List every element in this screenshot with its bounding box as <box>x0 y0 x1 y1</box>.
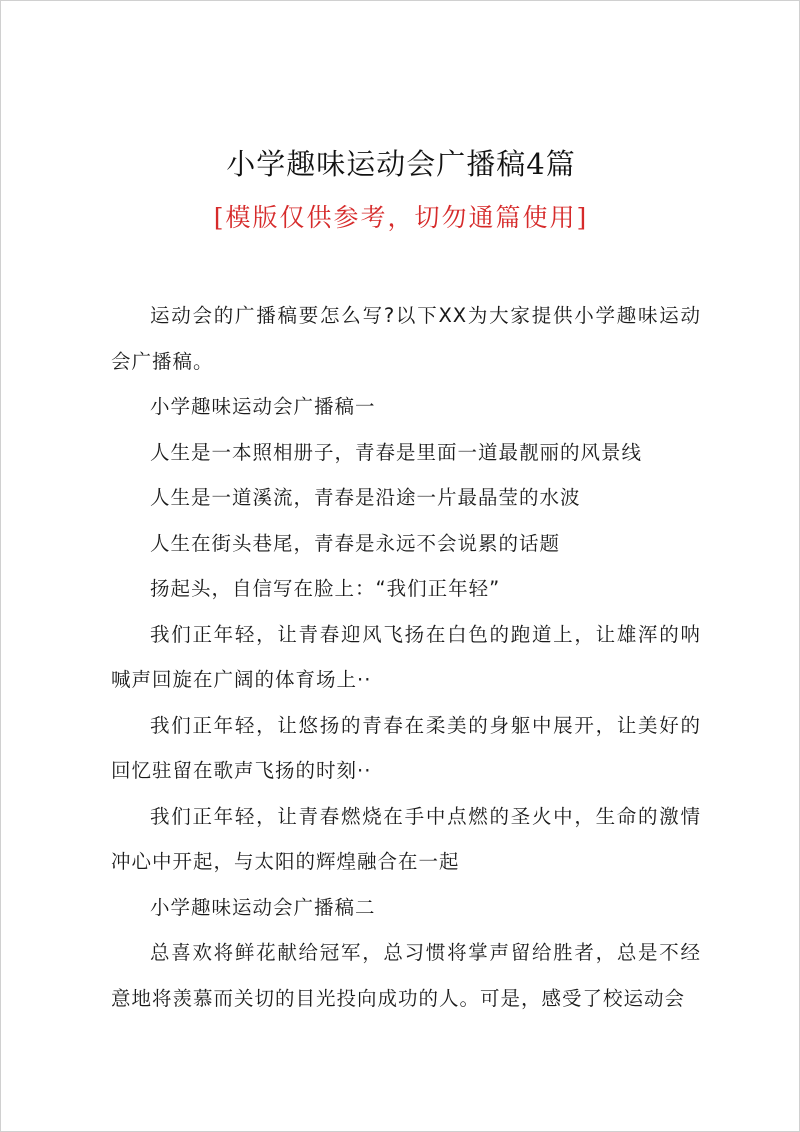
paragraph: 我们正年轻，让悠扬的青春在柔美的身躯中展开，让美好的回忆驻留在歌声飞扬的时刻·· <box>111 713 701 782</box>
paragraph: 我们正年轻，让青春燃烧在手中点燃的圣火中，生命的激情冲心中开起，与太阳的辉煌融合在一起 <box>111 804 701 873</box>
paragraph: 运动会的广播稿要怎么写?以下XX为大家提供小学趣味运动会广播稿。 <box>111 304 701 373</box>
paragraph: 人生在街头巷尾，青春是永远不会说累的话题 <box>150 531 561 555</box>
section-heading: 小学趣味运动会广播稿一 <box>150 395 376 418</box>
paragraph: 人生是一道溪流，青春是沿途一片最晶莹的水波 <box>150 486 581 509</box>
paragraph: 总喜欢将鲜花献给冠军，总习惯将掌声留给胜者，总是不经意地将羡慕而关切的目光投向成功的人。可是，感受了校运动会 <box>111 941 701 1010</box>
document-body <box>111 293 701 1021</box>
paragraph: 人生是一本照相册子，青春是里面一道最靓丽的风景线 <box>150 440 643 464</box>
document-subtitle: [模版仅供参考，切勿通篇使用] <box>213 203 589 232</box>
paragraph: 扬起头，自信写在脸上：“我们正年轻” <box>150 577 501 600</box>
document-title: 小学趣味运动会广播稿4篇 <box>226 147 576 181</box>
section-heading: 小学趣味运动会广播稿二 <box>150 895 376 919</box>
paragraph: 我们正年轻，让青春迎风飞扬在白色的跑道上，让雄浑的呐喊声回旋在广阔的体育场上·· <box>111 622 701 691</box>
